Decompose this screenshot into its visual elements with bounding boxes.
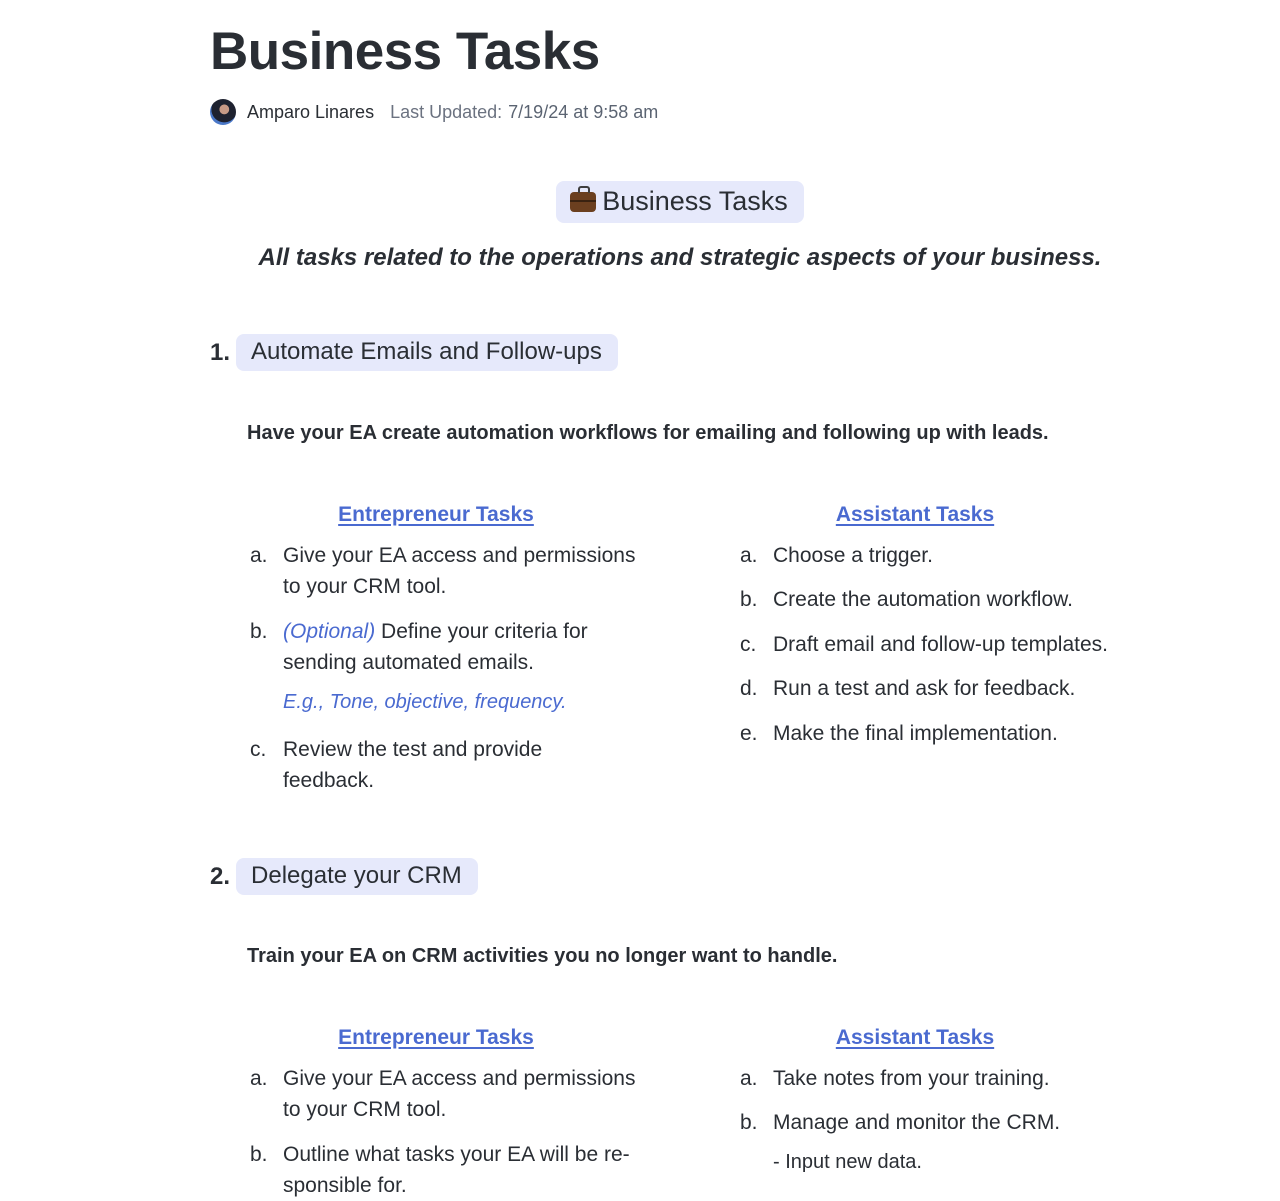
example-note: E.g., Tone, objective, frequency. [283, 691, 567, 713]
author-name[interactable]: Amparo Linares [247, 101, 375, 122]
list-item-line: Review the test and provide [283, 738, 543, 761]
list-marker: e. [740, 722, 758, 745]
list-item-line: Give your EA access and permissions [283, 544, 636, 567]
list-item-line [283, 616, 588, 647]
page-meta [210, 97, 658, 127]
briefcase-icon [570, 192, 596, 212]
optional-tag: (Optional) [283, 620, 376, 643]
list-marker: a. [740, 544, 758, 567]
assistant-tasks-link[interactable]: Assistant Tasks [835, 1026, 995, 1049]
list-marker: b. [740, 1111, 758, 1134]
list-item-line: sending automated emails. [283, 651, 534, 674]
list-marker: b. [250, 620, 268, 643]
list-item-text: Take notes from your training. [773, 1067, 1050, 1090]
list-item-text: Define your criteria for [381, 620, 588, 643]
list-marker: d. [740, 677, 758, 700]
list-item-line: Give your EA access and permissions [283, 1067, 636, 1090]
list-marker: c. [250, 738, 267, 761]
section-number: 1. [210, 338, 231, 366]
list-item-text: Choose a trigger. [773, 544, 933, 567]
list-marker: a. [250, 544, 268, 567]
section-1-heading [210, 334, 618, 371]
banner-title-box [556, 181, 804, 223]
list-marker: c. [740, 633, 757, 656]
sub-note: - Input new data. [773, 1151, 922, 1173]
entrepreneur-tasks-link[interactable]: Entrepreneur Tasks [338, 503, 534, 526]
list-item-line: sponsible for. [283, 1174, 407, 1197]
list-marker: a. [740, 1067, 758, 1090]
page-title: Business Tasks [210, 22, 600, 81]
section-2-description: Train your EA on CRM activities you no longer want to handle. [247, 945, 838, 967]
section-title: Delegate your CRM [236, 858, 478, 895]
last-updated-label: Last Updated: [390, 101, 503, 122]
list-marker: a. [250, 1067, 268, 1090]
entrepreneur-tasks-link[interactable]: Entrepreneur Tasks [338, 1026, 534, 1049]
section-title: Automate Emails and Follow-ups [236, 334, 618, 371]
list-item-line: Outline what tasks your EA will be re- [283, 1143, 630, 1166]
avatar[interactable] [210, 99, 236, 125]
list-item-text: Run a test and ask for feedback. [773, 677, 1076, 700]
list-item-text: Draft email and follow-up templates. [773, 633, 1108, 656]
list-item-line: feedback. [283, 769, 375, 792]
assistant-tasks-link[interactable]: Assistant Tasks [835, 503, 995, 526]
list-item-text: Manage and monitor the CRM. [773, 1111, 1061, 1134]
last-updated-value: 7/19/24 at 9:58 am [508, 101, 659, 122]
banner-subtitle: All tasks related to the operations and strategic aspects of your business. [258, 244, 1102, 271]
list-item-line: to your CRM tool. [283, 575, 447, 598]
list-item-line: to your CRM tool. [283, 1098, 447, 1121]
list-item-text: Make the final implementation. [773, 722, 1058, 745]
list-marker: b. [250, 1143, 268, 1166]
section-2-heading [210, 858, 478, 895]
banner-title: Business Tasks [602, 186, 788, 216]
banner [210, 181, 1150, 223]
list-item-text: Create the automation workflow. [773, 588, 1073, 611]
list-marker: b. [740, 588, 758, 611]
section-number: 2. [210, 862, 231, 890]
section-1-description: Have your EA create automation workflows for emailing and following up with leads. [247, 422, 1049, 444]
